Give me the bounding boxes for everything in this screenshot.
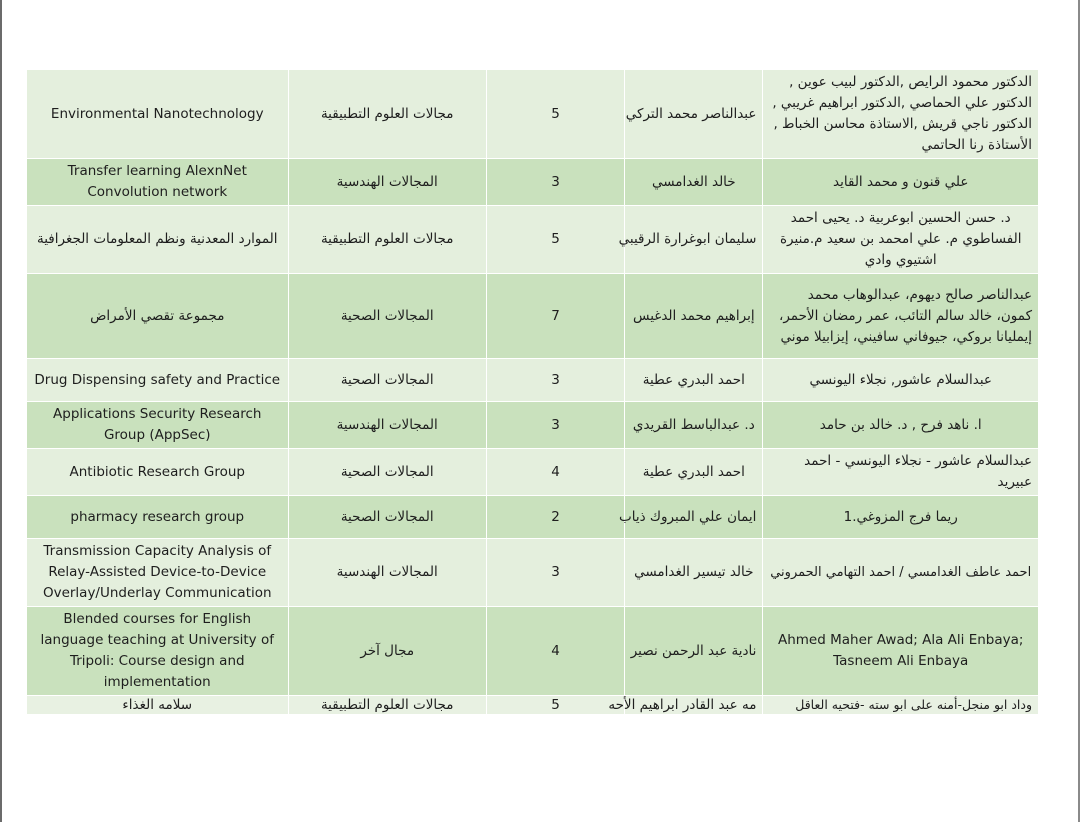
members-cell: د. حسن الحسين ابوعربية د. يحيى احمد الفساطوي م. علي امحمد بن سعيد م.منيرة اشتيوي وادي bbox=[763, 206, 1039, 274]
members-cell: الدكتور محمود الرايص ,الدكتور لبيب عوين , الدكتور علي الحماصي ,الدكتور ابراهيم غريبي , الدكتور ناجي قريش ,الاستاذة محاسن الخباط , الأستاذة رنا الحاتمي bbox=[763, 70, 1039, 159]
group-lead-cell: ايمان علي المبروك ذياب bbox=[625, 496, 763, 539]
field-cell: المجالات الصحية bbox=[288, 496, 486, 539]
member-count-cell: 3 bbox=[486, 539, 624, 607]
member-count-cell: 5 bbox=[486, 206, 624, 274]
table-row bbox=[27, 402, 1039, 449]
field-cell: مجالات العلوم التطبيقية bbox=[288, 696, 486, 715]
member-count-cell: 5 bbox=[486, 696, 624, 715]
group-lead-cell: د. عبدالباسط القريدي bbox=[625, 402, 763, 449]
group-lead-cell: احمد البدري عطية bbox=[625, 359, 763, 402]
group-lead-cell: احمد البدري عطية bbox=[625, 449, 763, 496]
member-count-cell: 2 bbox=[486, 496, 624, 539]
group-title-cell: Environmental Nanotechnology bbox=[27, 70, 289, 159]
table-row bbox=[27, 539, 1039, 607]
group-title-cell: pharmacy research group bbox=[27, 496, 289, 539]
members-cell: علي قنون و محمد القايد bbox=[763, 159, 1039, 206]
members-cell: ا. ناهد فرح , د. خالد بن حامد bbox=[763, 402, 1039, 449]
group-lead-cell: خالد الغدامسي bbox=[625, 159, 763, 206]
field-cell: المجالات الصحية bbox=[288, 449, 486, 496]
members-cell: وداد ابو منجل-أمنه على ابو سته -فتحيه العاقل bbox=[763, 696, 1039, 715]
table-row bbox=[27, 696, 1039, 715]
group-title-cell: Antibiotic Research Group bbox=[27, 449, 289, 496]
table-row bbox=[27, 159, 1039, 206]
group-title-cell: Drug Dispensing safety and Practice bbox=[27, 359, 289, 402]
members-cell: عبدالسلام عاشور, نجلاء اليونسي bbox=[763, 359, 1039, 402]
table-row bbox=[27, 206, 1039, 274]
field-cell: مجال آخر bbox=[288, 607, 486, 696]
member-count-cell: 4 bbox=[486, 607, 624, 696]
page-left-edge bbox=[0, 0, 2, 822]
member-count-cell: 3 bbox=[486, 359, 624, 402]
group-lead-cell: إبراهيم محمد الدغيس bbox=[625, 274, 763, 359]
field-cell: مجالات العلوم التطبيقية bbox=[288, 206, 486, 274]
group-title-cell: Transfer learning AlexnNet Convolution network bbox=[27, 159, 289, 206]
research-groups-table bbox=[26, 69, 1039, 715]
field-cell: المجالات الهندسية bbox=[288, 159, 486, 206]
group-lead-cell: مه عبد القادر ابراهيم الأحه bbox=[625, 696, 763, 715]
member-count-cell: 7 bbox=[486, 274, 624, 359]
table-row bbox=[27, 274, 1039, 359]
group-title-cell: Blended courses for English language teaching at University of Tripoli: Course design and implementation bbox=[27, 607, 289, 696]
field-cell: المجالات الصحية bbox=[288, 274, 486, 359]
group-lead-cell: سليمان ابوغرارة الرقيبي bbox=[625, 206, 763, 274]
members-cell: Ahmed Maher Awad; Ala Ali Enbaya; Tasneem Ali Enbaya bbox=[763, 607, 1039, 696]
group-lead-cell: خالد تيسير الغدامسي bbox=[625, 539, 763, 607]
member-count-cell: 5 bbox=[486, 70, 624, 159]
group-title-cell: Applications Security Research Group (AppSec) bbox=[27, 402, 289, 449]
field-cell: المجالات الهندسية bbox=[288, 402, 486, 449]
member-count-cell: 4 bbox=[486, 449, 624, 496]
table-row bbox=[27, 359, 1039, 402]
table-row bbox=[27, 607, 1039, 696]
members-cell: عبدالناصر صالح ديهوم، عبدالوهاب محمد كمون، خالد سالم التائب، عمر رمضان الأحمر، إيمليانا بروكي، جيوفاني سافيني، إيزابيلا موني bbox=[763, 274, 1039, 359]
field-cell: المجالات الصحية bbox=[288, 359, 486, 402]
members-cell: ريما فرج المزوغي.1 bbox=[763, 496, 1039, 539]
group-title-cell: مجموعة تقصي الأمراض bbox=[27, 274, 289, 359]
members-cell: احمد عاطف الغدامسي / احمد التهامي الحمروني bbox=[763, 539, 1039, 607]
group-title-cell: Transmission Capacity Analysis of Relay-Assisted Device-to-Device Overlay/Underlay Communication bbox=[27, 539, 289, 607]
group-title-cell: سلامه الغذاء bbox=[27, 696, 289, 715]
group-title-cell: الموارد المعدنية ونظم المعلومات الجغرافية bbox=[27, 206, 289, 274]
field-cell: مجالات العلوم التطبيقية bbox=[288, 70, 486, 159]
members-cell: عبدالسلام عاشور - نجلاء اليونسي - احمد عبيريد bbox=[763, 449, 1039, 496]
group-lead-cell: عبدالناصر محمد التركي bbox=[625, 70, 763, 159]
field-cell: المجالات الهندسية bbox=[288, 539, 486, 607]
group-lead-cell: نادية عبد الرحمن نصير bbox=[625, 607, 763, 696]
table-row bbox=[27, 496, 1039, 539]
table-row bbox=[27, 449, 1039, 496]
member-count-cell: 3 bbox=[486, 159, 624, 206]
member-count-cell: 3 bbox=[486, 402, 624, 449]
table-row bbox=[27, 70, 1039, 159]
